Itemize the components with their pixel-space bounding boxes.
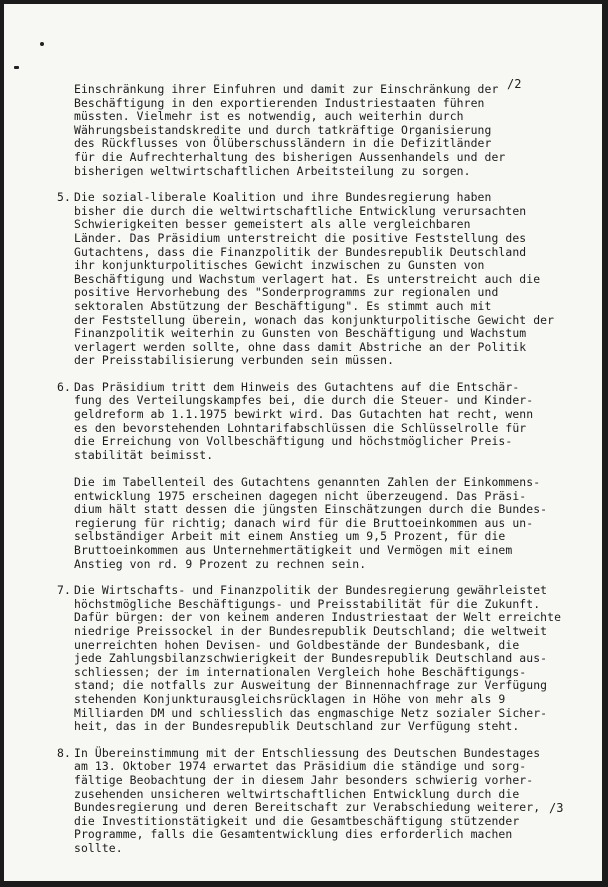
paragraph-number: 5. [57, 190, 71, 205]
text-line: bisherigen weltwirtschaftlichen Arbeitsteilung zu sorgen. [74, 163, 471, 178]
text-line: Programme, falls die Gesamtentwicklung dies erforderlich machen [74, 827, 513, 842]
text-line: Bruttoeinkommen aus Unternehmertätigkeit und Vermögen mit einem [74, 543, 513, 557]
text-line: fung des Verteilungskampfes bei, die durch die Steuer- und Kinder- [74, 393, 534, 408]
text-line: Die sozial-liberale Koalition und ihre Bundesregierung haben [74, 190, 492, 205]
text-line: bisher die durch die weltwirtschaftliche Entwicklung verursachten [74, 203, 527, 218]
text-line: der Feststellung überein, wonach das konjunkturpolitische Gewicht der [74, 312, 555, 327]
text-line: Einschränkung ihrer Einfuhren und damit zur Einschränkung der [74, 82, 499, 96]
text-line: schliessen; der im internationalen Vergleich hohe Beschäftigungs- [74, 664, 527, 679]
text-line: Milliarden DM und schliesslich das engmaschige Netz sozialer Sicher- [74, 705, 548, 720]
numbered-paragraph [57, 190, 589, 368]
text-line: Währungsbeistandskredite und durch tatkräftige Organisierung [74, 122, 492, 137]
punch-mark [40, 42, 44, 46]
paragraph-number: 8. [57, 745, 71, 760]
text-line: heit, das in der Bundesrepublik Deutschland zur Verfügung steht. [74, 719, 520, 734]
text-line: stehenden Konjunkturausgleichsrücklagen in Höhe von mehr als 9 [74, 691, 506, 706]
punch-mark [14, 66, 19, 69]
paragraph-number: 7. [57, 583, 71, 598]
text-line: Die im Tabellenteil des Gutachtens genannten Zahlen der Einkommens- [74, 475, 541, 490]
text-line: für die Aufrechterhaltung des bisherigen Aussenhandels und der [74, 149, 506, 164]
text-line: Schwierigkeiten besser gemeistert als alle vergleichbaren [74, 217, 471, 232]
text-line: am 13. Oktober 1974 erwartet das Präsidium die ständige und sorg- [74, 759, 527, 774]
text-line: der Preisstabilisierung verbunden sein müssen. [74, 353, 395, 368]
text-line: unerreichten hohen Devisen- und Goldbestände der Bundesbank, die [74, 637, 520, 652]
text-line: Finanzpolitik weiterhin zu Gunsten von Beschäftigung und Wachstum [74, 326, 527, 341]
text-line: niedrige Preissockel in der Bundesrepublik Deutschland; die weltweit [74, 623, 548, 638]
paragraph [74, 83, 589, 178]
text-line: Die Wirtschafts- und Finanzpolitik der Bundesregierung gewährleistet [74, 583, 548, 598]
text-line: Beschäftigung in den exportierenden Industriestaaten führen [74, 95, 485, 110]
text-line: regierung für richtig; danach wird für die Bruttoeinkommen aus un- [74, 515, 534, 530]
document-page [4, 4, 602, 881]
text-line: sektoralen Abstützung der Beschäftigung". Es stimmt auch mit [74, 298, 492, 313]
text-line: es den bevorstehenden Lohntarifabschlüssen die Schlüsselrolle für [74, 420, 527, 435]
text-line: selbständiger Arbeit mit einem Anstieg um 9,5 Prozent, für die [74, 529, 506, 544]
text-line: des Rückflusses von Ölüberschussländern in die Defizitländer [74, 136, 492, 151]
text-line: müssten. Vielmehr ist es notwendig, auch weiterhin durch [74, 109, 464, 124]
text-line: fältige Beobachtung der in diesem Jahr besonders schwierig vorher- [74, 772, 534, 787]
page-marker-top: /2 [507, 77, 522, 91]
text-line: jede Zahlungsbilanzschwierigkeit der Bundesrepublik Deutschland aus- [74, 651, 548, 666]
text-line: die Erreichung von Vollbeschäftigung und höchstmöglicher Preis- [74, 434, 513, 449]
text-line: zusehenden unsicheren weltwirtschaftlichen Entwicklung durch die [74, 786, 520, 801]
text-line: verlagert werden sollte, ohne dass damit Abstriche an der Politik [74, 339, 527, 354]
page-marker-bottom: /3 [549, 801, 564, 815]
text-line [74, 462, 589, 476]
text-line: Dafür bürgen: der von keinem anderen Industriestaat der Welt erreichte [74, 610, 562, 625]
text-line: geldreform ab 1.1.1975 bewirkt wird. Das Gutachten hat recht, wenn [74, 407, 534, 422]
text-line: Das Präsidium tritt dem Hinweis des Gutachtens auf die Entschär- [74, 379, 520, 394]
numbered-paragraph [57, 745, 589, 856]
paragraph-number: 6. [57, 379, 71, 394]
document-body [57, 82, 589, 868]
text-line: Gutachtens, dass die Finanzpolitik der Bundesrepublik Deutschland [74, 244, 527, 259]
text-line: sollte. [74, 840, 123, 855]
text-line: entwicklung 1975 erscheinen dagegen nicht überzeugend. Das Präsi- [74, 488, 527, 503]
text-line: Anstieg von rd. 9 Prozent zu rechnen sein. [74, 556, 367, 571]
text-line: Länder. Das Präsidium unterstreicht die positive Feststellung des [74, 230, 527, 245]
text-line: Beschäftigung und Wachstum verlagert hat. Es unterstreicht auch die [74, 271, 541, 286]
text-line: höchstmögliche Beschäftigungs- und Preisstabilität für die Zukunft. [74, 596, 541, 611]
text-line: die Investitionstätigkeit und die Gesamtbeschäftigung stützender [74, 813, 520, 828]
text-line: dium hält statt dessen die jüngsten Einschätzungen durch die Bundes- [74, 502, 548, 517]
numbered-paragraph [57, 583, 589, 734]
text-line: positive Hervorhebung des "Sonderprogramms zur regionalen und [74, 285, 499, 300]
text-line: In Übereinstimmung mit der Entschliessung des Deutschen Bundestages [74, 745, 541, 760]
text-line: stand; die notfalls zur Ausweitung der Binnennachfrage zur Verfügung [74, 678, 548, 693]
text-line: Bundesregierung und deren Bereitschaft zur Verabschiedung weiterer, [74, 800, 541, 815]
numbered-paragraph [57, 379, 589, 571]
text-line: ihr konjunkturpolitisches Gewicht inzwischen zu Gunsten von [74, 258, 485, 273]
text-line: stabilität beimisst. [74, 447, 214, 462]
